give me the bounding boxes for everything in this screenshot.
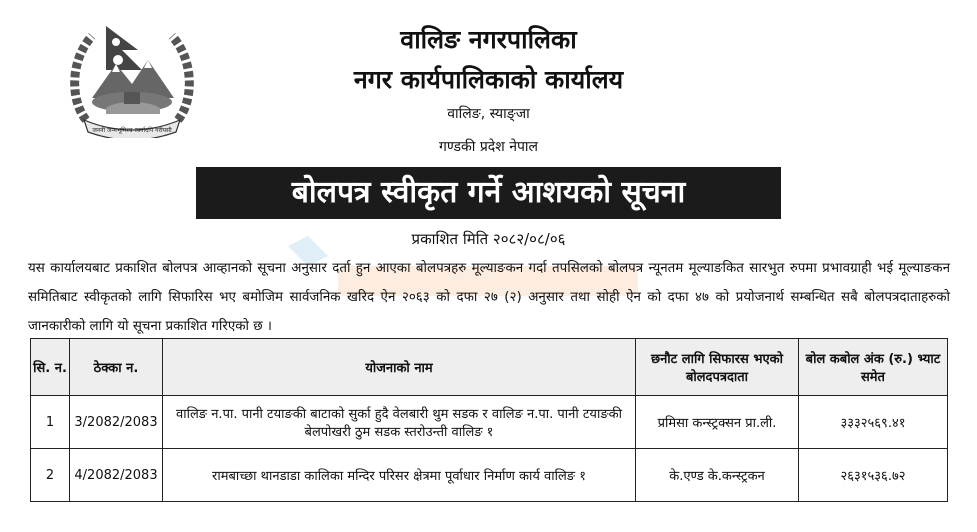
province-name: गण्डकी प्रदेश नेपाल: [438, 139, 539, 155]
notice-title-banner: बोलपत्र स्वीकृत गर्ने आशयको सूचना: [196, 167, 781, 219]
cell-serial-no: 1: [31, 396, 70, 449]
cell-bidder: प्रमिसा कन्स्ट्रक्सन प्रा.ली.: [636, 396, 799, 449]
notice-body-paragraph: यस कार्यालयबाट प्रकाशित बोलपत्र आव्हानको सूचना अनुसार दर्ता हुन आएका बोलपत्रहरु मूल्याङकन गर्दा तपसिलको बोलपत्र न्यूनतम मूल्याङकित सारभुत रुपमा प्रभावग्राही भई मूल्याङकन समितिबाट स्वीकृतको लागि सिफारिस भए बमोजिम सार्वजनिक खरिद ऐन २०६३ को दफा २७ (२) अनुसार तथा सोही ऐन को दफा ४७ को प्रयोजनार्थ सम्बन्धित सबै बोलपत्रदाताहरुको जानकारीको लागि यो सूचना प्रकाशित गरिएको छ ।: [28, 261, 950, 334]
header-bid-amount: बोल कबोल अंक (रु.) भ्याट समेत: [799, 339, 948, 396]
published-date: प्रकाशित मिति २०८२/०८/०६: [411, 230, 566, 248]
cell-contract-no: 3/2082/2083: [70, 396, 163, 449]
header-contract-no: ठेक्का न.: [70, 339, 163, 396]
cell-serial-no: 2: [31, 449, 70, 502]
table-row: [31, 449, 948, 502]
header-recommended-bidder: छनौट लागि सिफारस भएको बोलदपत्रदाता: [636, 339, 799, 396]
bid-table: [30, 338, 948, 502]
header-serial-no: सि. न.: [31, 339, 70, 396]
cell-bidder: के.एण्ड के.कन्स्ट्रकन: [636, 449, 799, 502]
office-address: वालिङ, स्याङ्जा: [447, 106, 530, 122]
cell-contract-no: 4/2082/2083: [70, 449, 163, 502]
svg-text:जननी जन्मभूमिश्च स्वर्गादपि गर: जननी जन्मभूमिश्च स्वर्गादपि गरीयसी: [92, 127, 172, 134]
table-header-row: [31, 339, 948, 396]
table-row: [31, 396, 948, 449]
cell-amount: ३३३२५६९.४१: [799, 396, 948, 449]
header-project-name: योजनाको नाम: [163, 339, 636, 396]
cell-amount: २६३१५३६.७२: [799, 449, 948, 502]
cell-project-name: रामबाच्छा थानडाडा कालिका मन्दिर परिसर क्षेत्रमा पूर्वाधार निर्माण कार्य वालिङ १: [163, 449, 636, 502]
municipality-name: वालिङ नगरपालिका: [400, 25, 577, 54]
office-name: नगर कार्यपालिकाको कार्यालय: [353, 65, 624, 94]
cell-project-name: वालिङ न.पा. पानी टयाङकी बाटाको सुर्का हुदै वेलबारी थुम सडक र वालिङ न.पा. पानी टयाङकी बेलपोखरी ठुम सडक स्तरोउन्ती वालिङ १: [163, 396, 636, 449]
